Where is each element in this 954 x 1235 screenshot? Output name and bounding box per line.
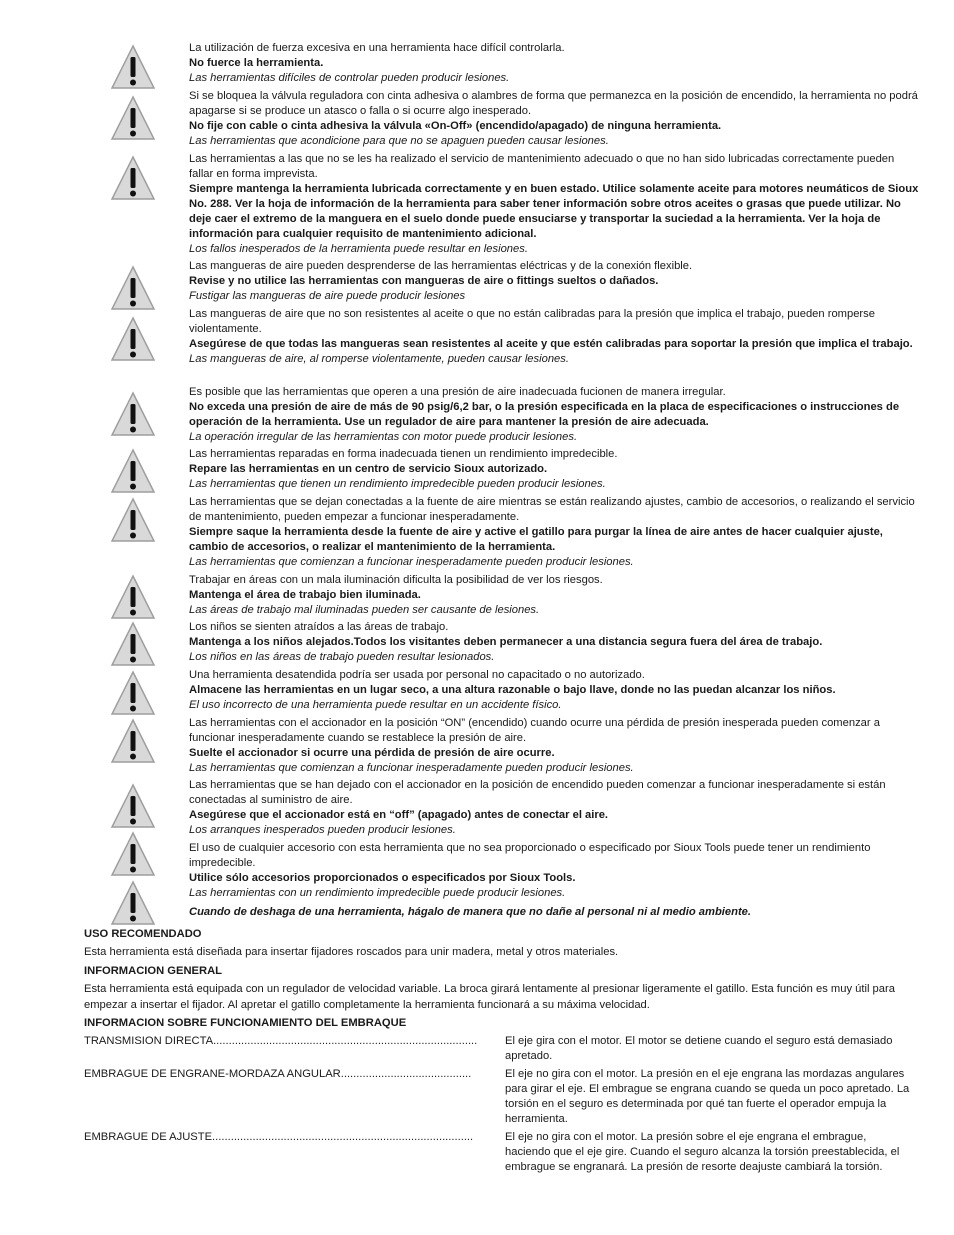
warning-hazard: Las herramientas que se dejan conectadas a la fuente de aire mientras se están realizando ajustes, cambio de accesorios, o realizando el servicio de mantenimiento, pueden empezar a funcionar inesperadamente. [189, 496, 915, 523]
warning-consequence: La operación irregular de las herramientas con motor puede producir lesiones. [189, 431, 578, 443]
warning-action: Mantenga a los niños alejados.Todos los visitantes deben permanecer a una distancia segura fuera del área de trabajo. [189, 636, 823, 648]
warning-action: Repare las herramientas en un centro de servicio Sioux autorizado. [189, 463, 548, 475]
warning-item [189, 447, 919, 492]
warning-consequence: Las herramientas que comienzan a funcionar inesperadamente pueden producir lesiones. [189, 556, 634, 568]
clutch-description: El eje gira con el motor. El motor se detiene cuando el seguro está demasiado apretado. [505, 1035, 893, 1062]
warning-action: Suelte el accionador si ocurre una pérdida de presión de aire ocurre. [189, 747, 555, 759]
warning-icon [110, 574, 156, 620]
warning-item [189, 385, 919, 445]
warning-action: No fije con cable o cinta adhesiva la válvula «On-Off» (encendido/apagado) de ninguna herramienta. [189, 120, 722, 132]
warning-consequence: Fustigar las mangueras de aire puede producir lesiones [189, 290, 466, 302]
warning-hazard: Es posible que las herramientas que operen a una presión de aire inadecuada fucionen de manera irregular. [189, 386, 726, 398]
clutch-label: EMBRAGUE DE ENGRANE-MORDAZA ANGULAR.......................................... [84, 1068, 472, 1080]
warning-item [189, 778, 919, 838]
warning-icon [110, 316, 156, 362]
warning-icon [110, 44, 156, 90]
warning-item [189, 495, 919, 570]
disposal-note: Cuando de deshaga de una herramienta, hágalo de manera que no dañe al personal ni al medio ambiente. [189, 906, 751, 918]
warning-icon [110, 670, 156, 716]
warning-hazard: Una herramienta desatendida podría ser usada por personal no capacitado o no autorizado. [189, 669, 645, 681]
warning-hazard: La utilización de fuerza excesiva en una herramienta hace difícil controlarla. [189, 42, 565, 54]
section-heading-general: INFORMACION GENERAL [84, 965, 222, 977]
warning-action: Siempre saque la herramienta desde la fuente de aire y active el gatillo para purgar la línea de aire antes de hacer cualquier ajuste, cambio de accesorios, o realizar el mantenimiento de la herramienta. [189, 526, 883, 553]
clutch-description: El eje no gira con el motor. La presión sobre el eje engrana el embrague, haciendo que el eje gire. Cuando el seguro alcanza la torsión preestablecida, el embrague se engranará. La presión de resorte deajuste cambiará la torsión. [505, 1131, 900, 1173]
warning-action: Mantenga el área de trabajo bien iluminada. [189, 589, 421, 601]
warning-consequence: El uso incorrecto de una herramienta puede resultar en un accidente físico. [189, 699, 562, 711]
warning-item [189, 41, 919, 86]
warning-action: Siempre mantenga la herramienta lubricada correctamente y en buen estado. Utilice solamente aceite para motores neumáticos de Sioux No. 288. Ver la hoja de información de la herramienta para saber tener información sobre otros aceites o grasas que puede utilizar. No deje caer el extremo de la manguera en el suelo donde puede ensuciarse y transportar la suciedad a la herramienta. Ver la hoja de información para cualquier requisito de mantenimiento adicional. [189, 183, 919, 240]
warning-item [189, 668, 919, 713]
section-heading-clutch: INFORMACION SOBRE FUNCIONAMIENTO DEL EMBRAQUE [84, 1017, 407, 1029]
warning-item [189, 89, 919, 149]
warning-item [189, 152, 919, 257]
section-body-general: Esta herramienta está equipada con un regulador de velocidad variable. La broca girará lentamente al presionar ligeramente el gatillo. Esta función es muy útil para empezar a insertar el fijador. Al apretar el gatillo completamente la herramienta funcionará a su máxima velocidad. [84, 983, 895, 1011]
warning-consequence: Las herramientas que comienzan a funcionar inesperadamente pueden producir lesiones. [189, 762, 634, 774]
warning-action: Asegúrese que el accionador está en “off” (apagado) antes de conectar el aire. [189, 809, 609, 821]
warning-hazard: Las mangueras de aire que no son resistentes al aceite o que no están calibradas para la presión que implica el trabajo, pueden romperse violentamente. [189, 308, 875, 335]
warning-icon [110, 718, 156, 764]
clutch-label: TRANSMISION DIRECTA..................................................................................... [84, 1035, 478, 1047]
warning-hazard: Las mangueras de aire pueden desprenderse de las herramientas eléctricas y de la conexión flexible. [189, 260, 693, 272]
warning-consequence: Las herramientas difíciles de controlar pueden producir lesiones. [189, 72, 510, 84]
warning-hazard: El uso de cualquier accesorio con esta herramienta que no sea proporcionado o especificado por Sioux Tools puede tener un rendimiento impredecible. [189, 842, 871, 869]
warning-action: Almacene las herramientas en un lugar seco, a una altura razonable o bajo llave, donde no las puedan alcanzar los niños. [189, 684, 836, 696]
warning-action: Utilice sólo accesorios proporcionados o especificados por Sioux Tools. [189, 872, 576, 884]
warning-icon [110, 391, 156, 437]
section-heading-uso: USO RECOMENDADO [84, 928, 202, 940]
warning-hazard: Si se bloquea la válvula reguladora con cinta adhesiva o alambres de forma que permanezca en la posición de encendido, la herramienta no podrá apagarse si se produce un atasco o falla o si ocurre algo inesperado. [189, 90, 918, 117]
warning-item [189, 307, 919, 367]
warning-action: No fuerce la herramienta. [189, 57, 324, 69]
warning-hazard: Las herramientas reparadas en forma inadecuada tienen un rendimiento impredecible. [189, 448, 618, 460]
warning-icon [110, 497, 156, 543]
warning-item [189, 259, 919, 304]
warning-icon [110, 783, 156, 829]
warning-item [189, 716, 919, 776]
warning-action: No exceda una presión de aire de más de 90 psig/6,2 bar, o la presión especificada en la placa de especificaciones o instrucciones de operación de la herramienta. Use un regulador de aire para mantener la presión de aire adecuada. [189, 401, 900, 428]
section-body-uso: Esta herramienta está diseñada para insertar fijadores roscados para unir madera, metal y otros materiales. [84, 946, 619, 958]
warning-item [189, 573, 919, 618]
clutch-description: El eje no gira con el motor. La presión en el eje engrana las mordazas angulares para girar el eje. El embrague se engrana cuando se queda un poco apretado. La torsión en el seguro es determinada por qué tan fuerte el operador empuja la herramienta. [505, 1068, 910, 1125]
warning-hazard: Los niños se sienten atraídos a las áreas de trabajo. [189, 621, 449, 633]
warning-consequence: Las herramientas que acondicione para que no se apaguen pueden causar lesiones. [189, 135, 609, 147]
clutch-label: EMBRAGUE DE AJUSTE.................................................................................... [84, 1131, 474, 1143]
warning-consequence: Las mangueras de aire, al romperse violentamente, pueden causar lesiones. [189, 353, 569, 365]
warning-hazard: Trabajar en áreas con un mala iluminación dificulta la posibilidad de ver los riesgos. [189, 574, 603, 586]
warning-action: Asegúrese de que todas las mangueras sean resistentes al aceite y que estén calibradas para soportar la presión que implica el trabajo. [189, 338, 913, 350]
warning-icon [110, 621, 156, 667]
warning-icon [110, 448, 156, 494]
warning-consequence: Las herramientas con un rendimiento impredecible puede producir lesiones. [189, 887, 566, 899]
warning-consequence: Los fallos inesperados de la herramienta puede resultar en lesiones. [189, 243, 528, 255]
warning-consequence: Los arranques inesperados pueden producir lesiones. [189, 824, 456, 836]
warning-icon [110, 265, 156, 311]
warning-consequence: Los niños en las áreas de trabajo pueden resultar lesionados. [189, 651, 495, 663]
warning-item [189, 620, 919, 665]
warning-icon [110, 880, 156, 926]
warning-action: Revise y no utilice las herramientas con mangueras de aire o fittings sueltos o dañados. [189, 275, 659, 287]
warning-item [189, 841, 919, 901]
warning-hazard: Las herramientas que se han dejado con el accionador en la posición de encendido pueden comenzar a funcionar inesperadamente si están conectadas al suministro de aire. [189, 779, 886, 806]
warning-icon [110, 831, 156, 877]
warning-hazard: Las herramientas a las que no se les ha realizado el servicio de mantenimiento adecuado o que no han sido lubricadas correctamente pueden fallar en forma imprevista. [189, 153, 895, 180]
warning-icon [110, 95, 156, 141]
warning-consequence: Las herramientas que tienen un rendimiento impredecible pueden producir lesiones. [189, 478, 606, 490]
warning-hazard: Las herramientas con el accionador en la posición “ON” (encendido) cuando ocurre una pérdida de presión inesperada pueden comenzar a funcionar inesperadamente cuando se restablece la presión de aire. [189, 717, 880, 744]
warning-consequence: Las áreas de trabajo mal iluminadas pueden ser causante de lesiones. [189, 604, 540, 616]
warning-icon [110, 155, 156, 201]
